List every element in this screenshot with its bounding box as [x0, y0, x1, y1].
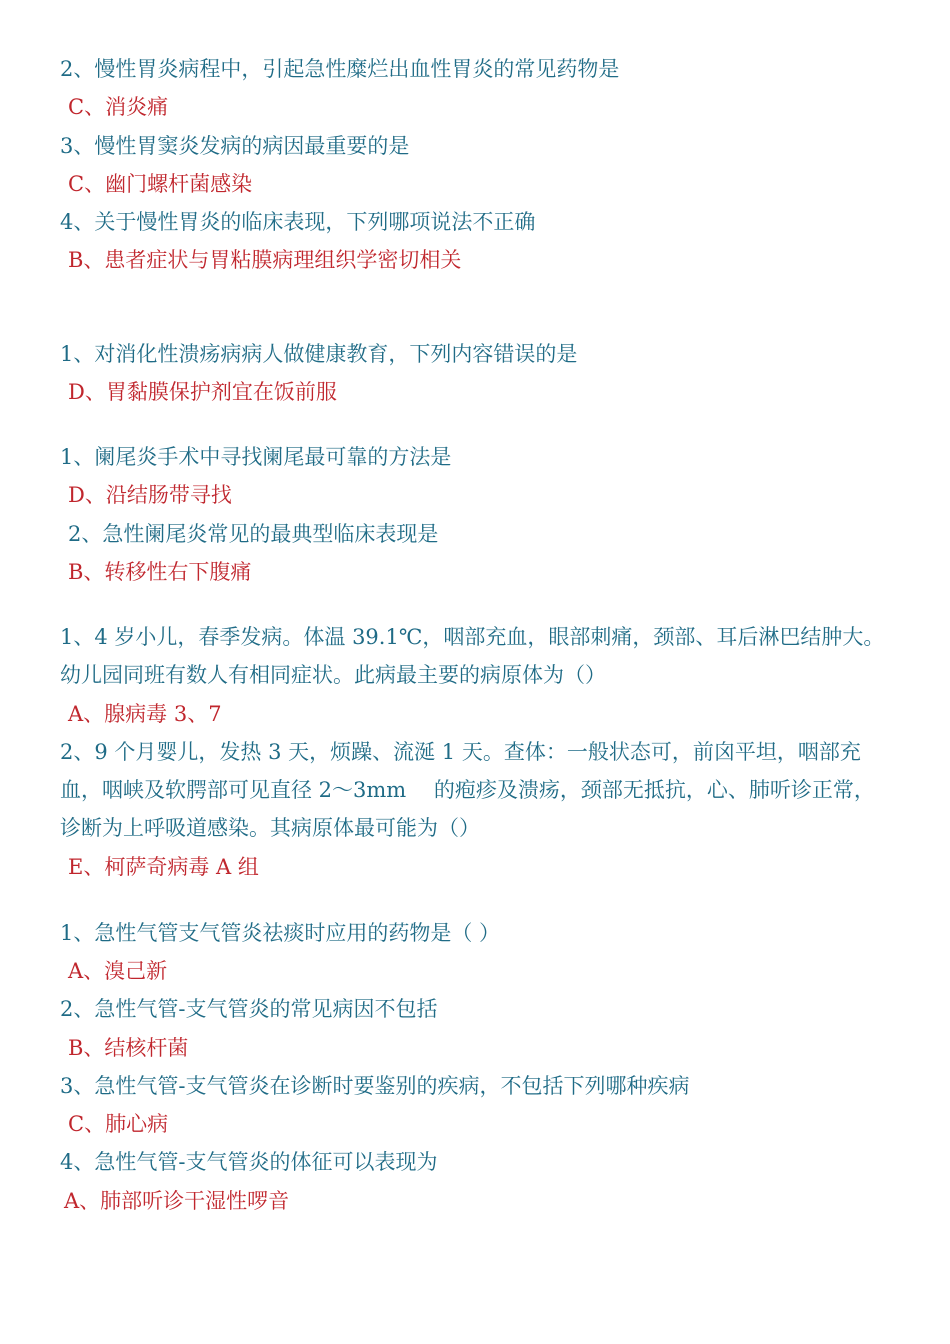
answer-text: A、肺部听诊干湿性啰音	[64, 1189, 290, 1213]
answer-text: E、柯萨奇病毒 A 组	[68, 855, 259, 879]
question-text: 2、慢性胃炎病程中，引起急性糜烂出血性胃炎的常见药物是	[60, 57, 620, 81]
answer-text: C、肺心病	[68, 1112, 169, 1136]
question-text: 2、9 个月婴儿，发热 3 天，烦躁、流涎 1 天。查体：一般状态可，前囟平坦，咽部充	[60, 740, 861, 764]
question-text: 血，咽峡及软腭部可见直径 2～3mm 的疱疹及溃疡，颈部无抵抗，心、肺听诊正常，	[60, 778, 875, 802]
answer-text: A、溴己新	[68, 959, 168, 983]
question-text: 诊断为上呼吸道感染。其病原体最可能为（）	[60, 816, 480, 840]
answer-text: D、胃黏膜保护剂宜在饭前服	[68, 380, 337, 404]
question-text: 4、急性气管-支气管炎的体征可以表现为	[60, 1150, 438, 1174]
question-text: 1、阑尾炎手术中寻找阑尾最可靠的方法是	[60, 445, 452, 469]
question-text: 1、对消化性溃疡病病人做健康教育，下列内容错误的是	[60, 342, 578, 366]
answer-text: B、结核杆菌	[68, 1036, 189, 1060]
answer-text: C、幽门螺杆菌感染	[68, 172, 253, 196]
question-text: 1、急性气管支气管炎祛痰时应用的药物是（ ）	[60, 921, 501, 945]
answer-text: B、转移性右下腹痛	[68, 560, 252, 584]
answer-text: B、患者症状与胃粘膜病理组织学密切相关	[68, 248, 462, 272]
question-text: 2、急性气管-支气管炎的常见病因不包括	[60, 997, 438, 1021]
answer-text: D、沿结肠带寻找	[68, 483, 232, 507]
answer-text: A、腺病毒 3、7	[68, 702, 222, 726]
question-text: 3、急性气管-支气管炎在诊断时要鉴别的疾病，不包括下列哪种疾病	[60, 1074, 690, 1098]
question-text: 4、关于慢性胃炎的临床表现，下列哪项说法不正确	[60, 210, 536, 234]
question-text: 2、急性阑尾炎常见的最典型临床表现是	[68, 522, 439, 546]
question-text: 3、慢性胃窦炎发病的病因最重要的是	[60, 134, 410, 158]
question-text: 1、4 岁小儿，春季发病。体温 39.1℃，咽部充血，眼部刺痛，颈部、耳后淋巴结肿大。	[60, 625, 885, 649]
answer-text: C、消炎痛	[68, 95, 169, 119]
question-text: 幼儿园同班有数人有相同症状。此病最主要的病原体为（）	[60, 663, 606, 687]
